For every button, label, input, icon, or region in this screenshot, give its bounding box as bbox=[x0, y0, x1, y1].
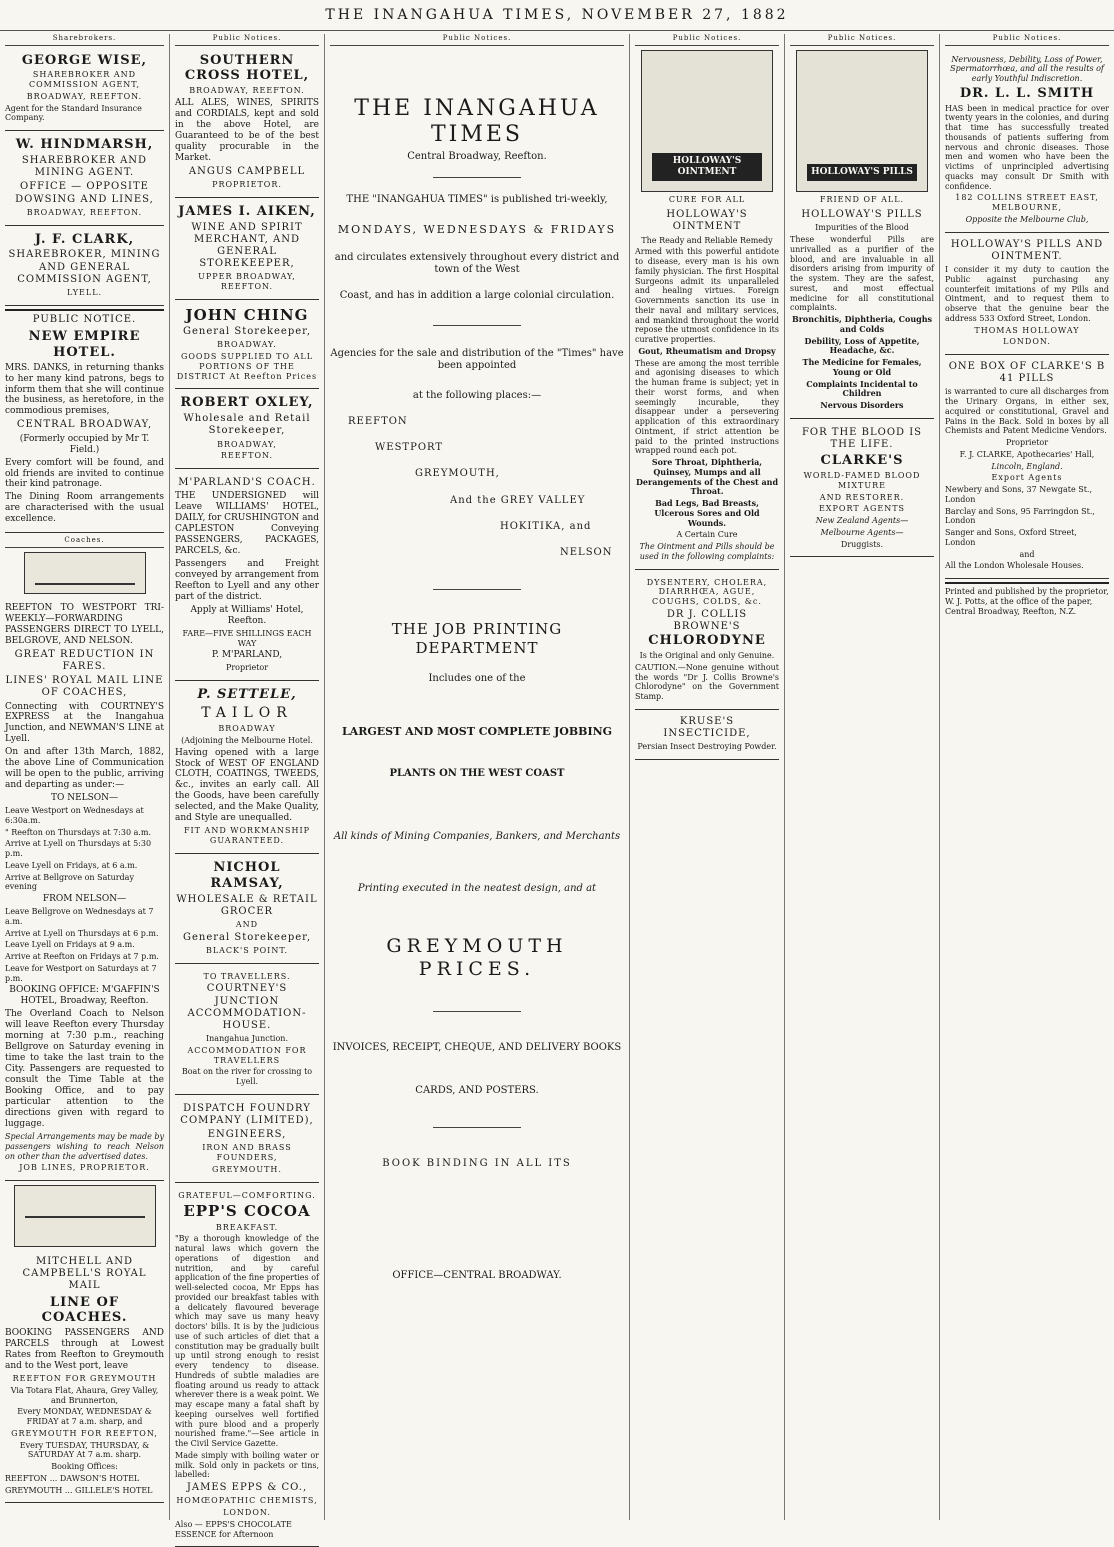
ad-proprietor-title: PROPRIETOR. bbox=[212, 180, 282, 189]
chlorodyne-ad bbox=[635, 573, 779, 710]
ad-certain: A Certain Cure bbox=[676, 530, 738, 540]
ad-grateful: GRATEFUL—COMFORTING. bbox=[178, 1190, 316, 1200]
ad-freight: Passengers and Freight conveyed by arrangement from Reefton to Lyell and any other part of the district. bbox=[175, 559, 319, 602]
ad-text: WINE AND SPIRIT MERCHANT, AND GENERAL STOREKEEPER, bbox=[191, 221, 303, 270]
ad-title: HOLLOWAY'S PILLS AND OINTMENT. bbox=[950, 238, 1104, 262]
ad-days: Every TUESDAY, THURSDAY, & SATURDAY At 7 a.m. sharp. bbox=[19, 1440, 150, 1460]
ad-text: These wonderful Pills are unrivalled as a purifier of the blood, and are invaluable in all disorders arising from impurity of the system. They are the safest, surest, and most effectual medicine for all constitutional complaints. bbox=[790, 235, 934, 313]
schedule-line: Arrive at Lyell on Thursdays at 6 p.m. bbox=[5, 928, 159, 938]
ad-name: NEW EMPIRE HOTEL. bbox=[28, 328, 141, 360]
reduction: GREAT REDUCTION IN FARES. bbox=[14, 648, 155, 672]
days-text: MONDAYS, WEDNESDAYS & FRIDAYS bbox=[337, 222, 617, 236]
schedule-line: Leave Bellgrove on Wednesdays at 7 a.m. bbox=[5, 907, 154, 926]
ad-signature: THOMAS HOLLOWAY bbox=[974, 325, 1080, 335]
ointment-label: HOLLOWAY'S OINTMENT bbox=[652, 153, 762, 181]
holloway-pills-ad bbox=[790, 206, 934, 419]
southern-cross-ad bbox=[175, 50, 319, 198]
oxley-ad bbox=[175, 392, 319, 469]
ad-office: GREYMOUTH ... GILLELE'S HOTEL bbox=[5, 1485, 153, 1495]
ad-address: BROADWAY, REEFTON. bbox=[26, 91, 143, 101]
place-item: NELSON bbox=[560, 547, 613, 559]
ad-title: MITCHELL AND CAMPBELL'S ROYAL MAIL bbox=[22, 1256, 147, 1292]
ad-agent-line: Barclay and Sons, 95 Farringdon St., London bbox=[945, 506, 1095, 526]
ad-address: 182 COLLINS STREET EAST, MELBOURNE, bbox=[955, 193, 1099, 213]
ad-text: BOOKING PASSENGERS AND PARCELS through at Lowest Rates from Reefton to Greymouth and to the West port, leave bbox=[5, 1328, 164, 1372]
ad-and: and bbox=[1019, 549, 1035, 559]
mcparland-ad bbox=[175, 472, 319, 681]
ad-title: KRUSE'S INSECTICIDE, bbox=[663, 715, 751, 740]
ad-name: P. SETTELE, bbox=[197, 687, 297, 703]
ching-ad bbox=[175, 303, 319, 389]
column-sharebrokers bbox=[0, 34, 170, 1520]
ad-name: DR. L. L. SMITH bbox=[959, 85, 1095, 101]
ad-bronchitis: Bronchitis, Diphtheria, Coughs and Colds bbox=[791, 314, 933, 334]
ad-text: Wholesale and Retail Storekeeper, bbox=[183, 413, 311, 437]
ad-sub: Persian Insect Destroying Powder. bbox=[637, 742, 777, 752]
aiken-ad bbox=[175, 201, 319, 300]
ad-text: Having opened with a large Stock of WEST OF ENGLAND CLOTH, COATINGS, TWEEDS, &c., invites an early call. All the Goods, have been carefully selected, and the Make Quality, and Style are unequalled. bbox=[175, 747, 319, 824]
ad-adjoin: (Adjoining the Melbourne Hotel. bbox=[181, 735, 313, 745]
pills-label: HOLLOWAY'S PILLS bbox=[807, 164, 917, 181]
booking-office: BOOKING OFFICE: M'GAFFIN'S HOTEL, Broadway, Reefton. bbox=[9, 985, 160, 1007]
ramsay-ad bbox=[175, 857, 319, 964]
column-header: Public Notices. bbox=[635, 34, 779, 46]
masthead: THE INANGAHUA TIMES, NOVEMBER 27, 1882 bbox=[0, 0, 1114, 31]
ad-text: ALL ALES, WINES, SPIRITS and CORDIALS, kept and sold in the above Hotel, are Guaranteed to be of the best quality procurable in the Market. bbox=[175, 98, 319, 163]
ad-text: SHAREBROKER AND MINING AGENT. bbox=[21, 155, 148, 179]
clark-ad bbox=[5, 229, 164, 306]
ad-route: REEFTON FOR GREYMOUTH bbox=[12, 1374, 157, 1384]
lines-title: LINES' ROYAL MAIL LINE OF COACHES, bbox=[5, 675, 164, 699]
ad-remedy: The Ready and Reliable Remedy bbox=[641, 235, 773, 245]
ad-office: REEFTON ... DAWSON'S HOTEL bbox=[5, 1473, 140, 1483]
ad-text: DISPATCH FOUNDRY COMPANY (LIMITED), bbox=[180, 1102, 314, 1127]
smith-ad bbox=[945, 50, 1109, 233]
ad-address: BROADWAY, REEFTON. bbox=[26, 207, 143, 217]
ad-bad-legs: Bad Legs, Bad Breasts, Ulcerous Sores and Old Wounds. bbox=[654, 498, 760, 528]
ad-druggists: Druggists. bbox=[840, 539, 884, 549]
friend-caption: FRIEND OF ALL. bbox=[819, 194, 905, 204]
ad-town: REEFTON. bbox=[220, 451, 274, 461]
coast-text: Coast, and has in addition a large colonial circulation. bbox=[339, 290, 615, 302]
column-header: Public Notices. bbox=[790, 34, 934, 46]
lines-signature: JOB LINES, PROPRIETOR. bbox=[19, 1163, 150, 1173]
ad-address: UPPER BROADWAY, REEFTON. bbox=[198, 272, 296, 292]
lines-date: On and after 13th March, 1882, the above Line of Communication will be open to the public, arriving and departing as under:— bbox=[5, 747, 164, 791]
place-item: And the GREY VALLEY bbox=[450, 494, 586, 506]
ad-lincoln: Lincoln, England. bbox=[991, 461, 1063, 471]
ad-text: SHAREBROKER AND COMMISSION AGENT, bbox=[28, 70, 140, 90]
ad-agent-line: Sanger and Sons, Oxford Street, London bbox=[945, 528, 1077, 547]
ad-name: GEORGE WISE, bbox=[21, 52, 148, 68]
includes-text: Includes one of the bbox=[428, 672, 526, 684]
cure-caption: CURE FOR ALL bbox=[668, 194, 746, 204]
ad-and: AND bbox=[235, 919, 259, 929]
ad-name: EPP'S COCOA bbox=[183, 1202, 311, 1221]
ad-nervous: Nervous Disorders bbox=[820, 400, 904, 411]
ad-mixture: WORLD-FAMED BLOOD MIXTURE bbox=[803, 471, 921, 490]
holloway-notice-ad bbox=[945, 236, 1109, 355]
ad-gout: Gout, Rheumatism and Dropsy bbox=[638, 345, 776, 356]
ad-title: M'PARLAND'S COACH. bbox=[178, 477, 316, 489]
ad-proprietor: ANGUS CAMPBELL bbox=[188, 165, 306, 177]
ad-text: THE UNDERSIGNED will Leave WILLIAMS' HOTEL, DAILY, for CRUSHINGTON and CAPLESTON Conveying PASSENGERS, PACKAGES, PARCELS, &c. bbox=[175, 491, 320, 557]
ad-eng: ENGINEERS, bbox=[207, 1129, 287, 1141]
ad-goods: GOODS SUPPLIED TO ALL PORTIONS OF THE DISTRICT At Reefton Prices bbox=[176, 352, 318, 381]
ad-london: LONDON. bbox=[223, 1508, 271, 1518]
ad-nz-agents: New Zealand Agents— bbox=[815, 516, 909, 526]
ad-dysentery: DYSENTERY, CHOLERA, DIARRHŒA, AGUE, COUGHS, COLDS, &c. bbox=[646, 577, 768, 607]
places-text: at the following places:— bbox=[412, 389, 542, 401]
place-item: GREYMOUTH, bbox=[415, 468, 500, 480]
column-header: Public Notices. bbox=[330, 34, 624, 46]
column-header: Public Notices. bbox=[945, 34, 1109, 46]
ad-store: General Storekeeper, bbox=[182, 931, 312, 943]
ad-address: CENTRAL BROADWAY, bbox=[16, 419, 153, 431]
ad-original: Is the Original and only Genuine. bbox=[639, 651, 775, 661]
job-title: THE JOB PRINTING DEPARTMENT bbox=[391, 620, 563, 657]
ad-also: Also — EPPS'S CHOCOLATE ESSENCE for Afternoon bbox=[175, 1519, 292, 1539]
ad-days: Every MONDAY, WEDNESDAY & FRIDAY at 7 a.m. sharp, and bbox=[17, 1407, 152, 1427]
ad-text: is warranted to cure all discharges from the Urinary Organs, in either sex, acquired or constitutional, Gravel and Pains in the Back. Sold in boxes by all Chemists and Patent Medicine Vendors. bbox=[945, 387, 1109, 436]
schedule-line: Arrive at Bellgrove on Saturday evening bbox=[5, 872, 134, 892]
column-inangahua-times bbox=[325, 34, 630, 1520]
schedule-line: Leave Lyell on Fridays, at 6 a.m. bbox=[5, 860, 138, 870]
ad-debility: Debility, Loss of Appetite, Headache, &c. bbox=[804, 335, 920, 356]
ad-opposite: Opposite the Melbourne Club, bbox=[965, 214, 1089, 224]
ad-nervousness: Nervousness, Debility, Loss of Power, Spermatorrhœa, and all the results of early Youthful Indiscretion. bbox=[950, 54, 1104, 84]
ad-restorer: AND RESTORER. bbox=[819, 492, 905, 502]
ad-company: JAMES EPPS & CO., bbox=[186, 1482, 308, 1494]
from-nelson: FROM NELSON— bbox=[42, 894, 127, 905]
ad-title: DR J. COLLIS BROWNE'S bbox=[666, 608, 748, 633]
kruse-ad bbox=[635, 713, 779, 760]
ad-sore: Sore Throat, Diphtheria, Quinsey, Mumps and all Derangements of the Chest and Throat. bbox=[635, 457, 779, 497]
binding-text: BOOK BINDING IN ALL ITS bbox=[382, 1157, 572, 1169]
george-wise-ad bbox=[5, 50, 164, 132]
ad-signature: P. M'PARLAND, bbox=[211, 650, 283, 661]
ad-text: I consider it my duty to caution the Public against purchasing any counterfeit imitations of my Pills and Ointment, and to request them to observe that the genuine bear the address 533 Oxford Street, London. bbox=[945, 265, 1109, 323]
ad-name: LINE OF COACHES. bbox=[41, 1294, 128, 1326]
printing-text: Printing executed in the neatest design, and at bbox=[357, 882, 597, 894]
ad-breakfast: BREAKFAST. bbox=[215, 1222, 279, 1232]
schedule-line: " Reefton on Thursdays at 7:30 a.m. bbox=[5, 827, 152, 837]
ad-agents: Export Agents bbox=[991, 473, 1063, 483]
ointment-illustration bbox=[641, 50, 773, 192]
mitchell-campbell-ad bbox=[5, 1251, 164, 1503]
column-holloway-pills bbox=[785, 34, 940, 1520]
clarke-pills-ad bbox=[945, 358, 1109, 579]
ad-medicine: The Medicine for Females, Young or Old bbox=[802, 357, 922, 377]
courtney-ad bbox=[175, 967, 319, 1095]
ad-title: HOLLOWAY'S PILLS bbox=[801, 209, 923, 221]
ad-name: SOUTHERN CROSS HOTEL, bbox=[184, 52, 310, 84]
place-item: REEFTON bbox=[348, 416, 408, 428]
ad-via: Via Totara Flat, Ahaura, Grey Valley, and Brunnerton, bbox=[10, 1385, 159, 1405]
overland-text: The Overland Coach to Nelson will leave Reefton every Thursday morning at 7:30 p.m., reaching Bellgrove on Saturday evening in time to take the last train to the City. Passengers are requested to consult the Time Table at the Booking Office, and to pay particular attention to the directions given with regard to luggage. bbox=[5, 1009, 164, 1130]
lines-text: Connecting with COURTNEY'S EXPRESS at the Inangahua Junction, and NEWMAN'S LINE at Lyell. bbox=[5, 701, 164, 745]
ad-agent-line: Newbery and Sons, 37 Newgate St., London bbox=[945, 485, 1093, 504]
ad-text: These are among the most terrible and agonising diseases to which the human frame is subject; yet in their worst forms, and when seemingly incurable, they disappear under a persevering application of this extraordinary Ointment, if strict attention be paid to the printed instructions wrapped round each pot. bbox=[635, 358, 779, 456]
epps-cocoa-ad bbox=[175, 1186, 319, 1547]
ad-proprietor-name: F. J. CLARKE, Apothecaries' Hall, bbox=[959, 449, 1095, 459]
cards-text: CARDS, AND POSTERS. bbox=[415, 1084, 539, 1096]
column-holloway-ointment bbox=[630, 34, 785, 1520]
ad-address: BROADWAY. bbox=[217, 340, 277, 350]
column-notices-6 bbox=[940, 34, 1114, 1520]
ad-text: COURTNEY'S JUNCTION ACCOMMODATION-HOUSE. bbox=[187, 983, 307, 1031]
ad-title: ONE BOX OF CLARKE'S B 41 PILLS bbox=[948, 361, 1106, 385]
hindmarsh-ad bbox=[5, 134, 164, 225]
ad-title: TO TRAVELLERS. bbox=[203, 971, 291, 981]
ad-text: WHOLESALE & RETAIL GROCER bbox=[176, 893, 318, 917]
ad-text: HAS been in medical practice for over twenty years in the colonies, and during that time has successfully treated thousands of patients suffering from nervous and chronic diseases. Those men and women who have been the victims of unprincipled advertising quacks may consult Dr Smith with confidence. bbox=[945, 103, 1109, 191]
ad-address: BLACK'S POINT. bbox=[205, 945, 289, 955]
ad-fit: FIT AND WORKMANSHIP GUARANTEED. bbox=[183, 826, 311, 846]
ad-title: TAILOR bbox=[201, 704, 293, 721]
agencies-text: Agencies for the sale and distribution of the "Times" have been appointed bbox=[330, 347, 624, 371]
ad-boat: Boat on the river for crossing to Lyell. bbox=[181, 1067, 313, 1087]
ad-text: Armed with this powerful antidote to disease, every man is his own family physician. The first Hospital Surgeons admit its unparalleled and healing virtues. Foreign Governments sanction its use in their naval and military services, and mankind throughout the world repose the utmost confidence in its curative properties. bbox=[635, 247, 779, 345]
kinds-text: All kinds of Mining Companies, Bankers, and Merchants bbox=[333, 830, 621, 842]
schedule-line: Leave Lyell on Fridays at 9 a.m. bbox=[5, 940, 135, 950]
ad-offices: Booking Offices: bbox=[51, 1462, 118, 1472]
ad-proprietor: Proprietor bbox=[1005, 438, 1049, 448]
special-text: Special Arrangements may be made by passengers wishing to reach Nelson on other than the advertised dates. bbox=[5, 1132, 164, 1161]
ad-office: OFFICE — OPPOSITE DOWSING AND LINES, bbox=[15, 181, 154, 205]
place-item: HOKITIKA, and bbox=[500, 520, 592, 532]
ad-agent-line: All the London Wholesale Houses. bbox=[945, 561, 1084, 571]
paper-title: THE INANGAHUA TIMES bbox=[354, 95, 600, 148]
ad-title: HOLLOWAY'S OINTMENT bbox=[666, 209, 748, 233]
ad-previous: (Formerly occupied by Mr T. Field.) bbox=[19, 433, 150, 455]
ad-children: Complaints Incidental to Children bbox=[806, 378, 918, 399]
settele-ad bbox=[175, 684, 319, 854]
clarke-mixture-ad bbox=[790, 422, 934, 557]
mail-coach-illustration bbox=[14, 1185, 156, 1247]
pills-illustration bbox=[796, 50, 928, 192]
column-header: Public Notices. bbox=[175, 34, 319, 46]
ad-name: ROBERT OXLEY, bbox=[180, 395, 314, 411]
ad-text: "By a thorough knowledge of the natural laws which govern the operations of digestion and nutrition, and by careful application of the fine properties of well-selected cocoa, Mr Epps has provided our breakfast tables with a delicately flavoured beverage which may save us many heavy doctors' bills. It is by the judicious use of such articles of diet that a constitution may be gradually built up until strong enough to resist every tendency to disease. Hundreds of subtle maladies are floating around us ready to attack wherever there is a weak point. We may escape many a fatal shaft by keeping ourselves well fortified with pure blood and a properly nourished frame."—See article in the Civil Service Gazette. bbox=[175, 1234, 319, 1449]
new-empire-hotel-ad bbox=[5, 326, 164, 534]
ad-address: GREYMOUTH. bbox=[212, 1164, 282, 1174]
ad-name: JAMES I. AIKEN, bbox=[178, 203, 316, 219]
ad-impurities: Impurities of the Blood bbox=[815, 223, 909, 233]
ad-address: LYELL. bbox=[66, 287, 103, 297]
ad-caution: CAUTION.—None genuine without the words "Dr J. Collis Browne's Chlorodyne" on the Government Stamp. bbox=[635, 662, 779, 702]
coach-illustration bbox=[24, 552, 146, 594]
lines-coach-ad bbox=[5, 598, 164, 1181]
ad-address: BROADWAY, bbox=[217, 439, 277, 449]
largest-text: LARGEST AND MOST COMPLETE JOBBING bbox=[341, 725, 613, 738]
ad-name: JOHN CHING bbox=[185, 305, 309, 324]
published-text: THE "INANGAHUA TIMES" is published tri-weekly, bbox=[346, 194, 608, 206]
office-text: OFFICE—CENTRAL BROADWAY. bbox=[392, 1269, 562, 1281]
ad-melbourne: Melbourne Agents— bbox=[820, 527, 904, 537]
route-text: REEFTON TO WESTPORT TRI-WEEKLY—FORWARDING PASSENGERS DIRECT TO LYELL, BELGROVE, AND NELSON. bbox=[5, 602, 164, 646]
ad-name: CLARKE'S bbox=[820, 453, 904, 469]
ad-address: BROADWAY bbox=[218, 724, 276, 734]
column-header: Sharebrokers. bbox=[5, 34, 164, 46]
ad-iron: IRON AND BRASS FOUNDERS, bbox=[202, 1143, 292, 1163]
column-notices-2 bbox=[170, 34, 325, 1539]
coaches-header: Coaches. bbox=[5, 536, 164, 548]
ad-fare: FARE—FIVE SHILLINGS EACH WAY bbox=[182, 628, 312, 648]
schedule-line: Leave Westport on Wednesdays at 6:30a.m. bbox=[5, 806, 144, 825]
ad-london: LONDON. bbox=[1003, 337, 1051, 347]
ad-address: Inangahua Junction. bbox=[205, 1034, 289, 1044]
ad-agent: Agent for the Standard Insurance Company. bbox=[5, 103, 142, 123]
ad-accom: ACCOMMODATION FOR TRAVELLERS bbox=[187, 1045, 307, 1065]
ad-address: BROADWAY, REEFTON. bbox=[189, 86, 305, 96]
ad-text: General Storekeeper, bbox=[182, 326, 312, 338]
ad-apply: Apply at Williams' Hotel, Reefton. bbox=[190, 604, 304, 626]
ad-comfort: Every comfort will be found, and old friends are invited to continue their kind patronage. bbox=[5, 457, 164, 490]
public-notice-heading: PUBLIC NOTICE. bbox=[32, 313, 137, 325]
ad-name: NICHOL RAMSAY, bbox=[210, 859, 284, 891]
ad-text: MRS. DANKS, in returning thanks to her many kind patrons, begs to inform them that she will continue the business, as heretofore, in the commodious premises, bbox=[5, 362, 164, 417]
ad-export: EXPORT AGENTS bbox=[818, 504, 906, 514]
place-item: WESTPORT bbox=[375, 442, 444, 454]
holloway-ointment-ad bbox=[635, 206, 779, 569]
to-nelson: TO NELSON— bbox=[50, 793, 119, 804]
prices-text: GREYMOUTH PRICES. bbox=[386, 934, 568, 981]
ad-route: GREYMOUTH FOR REEFTON, bbox=[11, 1428, 158, 1438]
ad-name: W. HINDMARSH, bbox=[15, 137, 154, 153]
ad-proprietor: Proprietor bbox=[225, 663, 269, 673]
ad-dining: The Dining Room arrangements are characterised with the usual excellence. bbox=[5, 492, 164, 525]
dispatch-foundry-ad bbox=[175, 1098, 319, 1183]
schedule-line: Leave for Westport on Saturdays at 7 p.m. bbox=[5, 963, 157, 983]
schedule-line: Arrive at Lyell on Thursdays at 5:30 p.m. bbox=[5, 839, 152, 859]
ad-text: SHAREBROKER, MINING AND GENERAL COMMISSION AGENT, bbox=[8, 249, 161, 285]
paper-subtitle: Central Broadway, Reefton. bbox=[407, 151, 547, 163]
circulates-text: and circulates extensively throughout every district and town of the West bbox=[334, 251, 620, 276]
invoices-text: INVOICES, RECEIPT, CHEQUE, AND DELIVERY BOOKS bbox=[332, 1042, 622, 1054]
schedule-line: Arrive at Reefton on Fridays at 7 p.m. bbox=[5, 952, 159, 962]
ad-name: CHLORODYNE bbox=[648, 633, 766, 649]
ad-list-title: The Ointment and Pills should be used in the following complaints: bbox=[639, 542, 775, 561]
imprint: Printed and published by the proprietor, W. J. Potts, at the office of the paper, Central Broadway, Reefton, N.Z. bbox=[945, 587, 1109, 616]
ad-made: Made simply with boiling water or milk. Sold only in packets or tins, labelled: bbox=[175, 1450, 319, 1480]
ad-name: J. F. CLARK, bbox=[34, 231, 135, 247]
plants-text: PLANTS ON THE WEST COAST bbox=[389, 768, 565, 780]
ad-blood-life: FOR THE BLOOD IS THE LIFE. bbox=[801, 426, 923, 451]
ad-chemists: HOMŒOPATHIC CHEMISTS, bbox=[176, 1496, 318, 1506]
